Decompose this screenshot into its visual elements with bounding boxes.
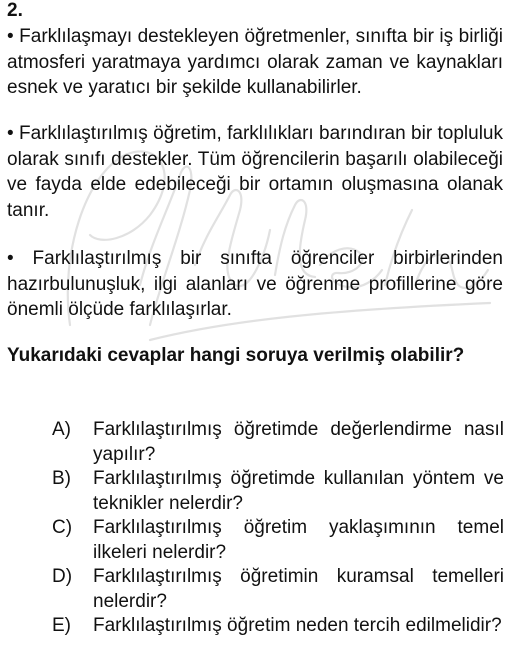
option-c[interactable] xyxy=(52,516,504,565)
answer-paragraph-2: • Farklılaştırılmış öğretim, farklılıkları barındıran bir topluluk olarak sınıfı destekler. Tüm öğrencilerin başarılı olabileceği ve fayda elde edebileceği bir ortamın oluşmasına olanak tanır. xyxy=(7,123,503,221)
option-text: Farklılaştırılmış öğretimin kuramsal temelleri nelerdir? xyxy=(93,566,504,612)
option-d[interactable] xyxy=(52,565,504,614)
option-a[interactable] xyxy=(52,418,504,467)
option-letter: D) xyxy=(52,566,73,587)
option-letter: C) xyxy=(52,517,73,538)
option-letter: E) xyxy=(52,615,71,636)
question-number: 2. xyxy=(7,0,23,21)
answer-paragraph-3: • Farklılaştırılmış bir sınıfta öğrenciler birbirlerinden hazırbulunuşluk, ilgi alanları ve öğrenme profillerine göre önemli ölçüde farklılaşırlar. xyxy=(7,248,503,320)
answer-paragraph-1: • Farklılaşmayı destekleyen öğretmenler, sınıfta bir iş birliği atmosferi yaratmaya yardımcı olarak zaman ve kaynakları esnek ve yaratıcı bir şekilde kullanabilirler. xyxy=(7,26,503,98)
question-stem: Yukarıdaki cevaplar hangi soruya verilmiş olabilir? xyxy=(7,345,465,366)
option-b[interactable] xyxy=(52,467,504,516)
option-e[interactable] xyxy=(52,614,504,663)
option-text: Farklılaştırılmış öğretim neden tercih edilmelidir? xyxy=(93,615,502,636)
option-text: Farklılaştırılmış öğretimde değerlendirme nasıl yapılır? xyxy=(93,419,504,465)
option-letter: A) xyxy=(52,419,71,440)
option-text: Farklılaştırılmış öğretimde kullanılan yöntem ve teknikler nelerdir? xyxy=(93,468,504,514)
option-text: Farklılaştırılmış öğretim yaklaşımının temel ilkeleri nelerdir? xyxy=(93,517,504,563)
answer-options xyxy=(52,418,504,663)
option-letter: B) xyxy=(52,468,71,489)
